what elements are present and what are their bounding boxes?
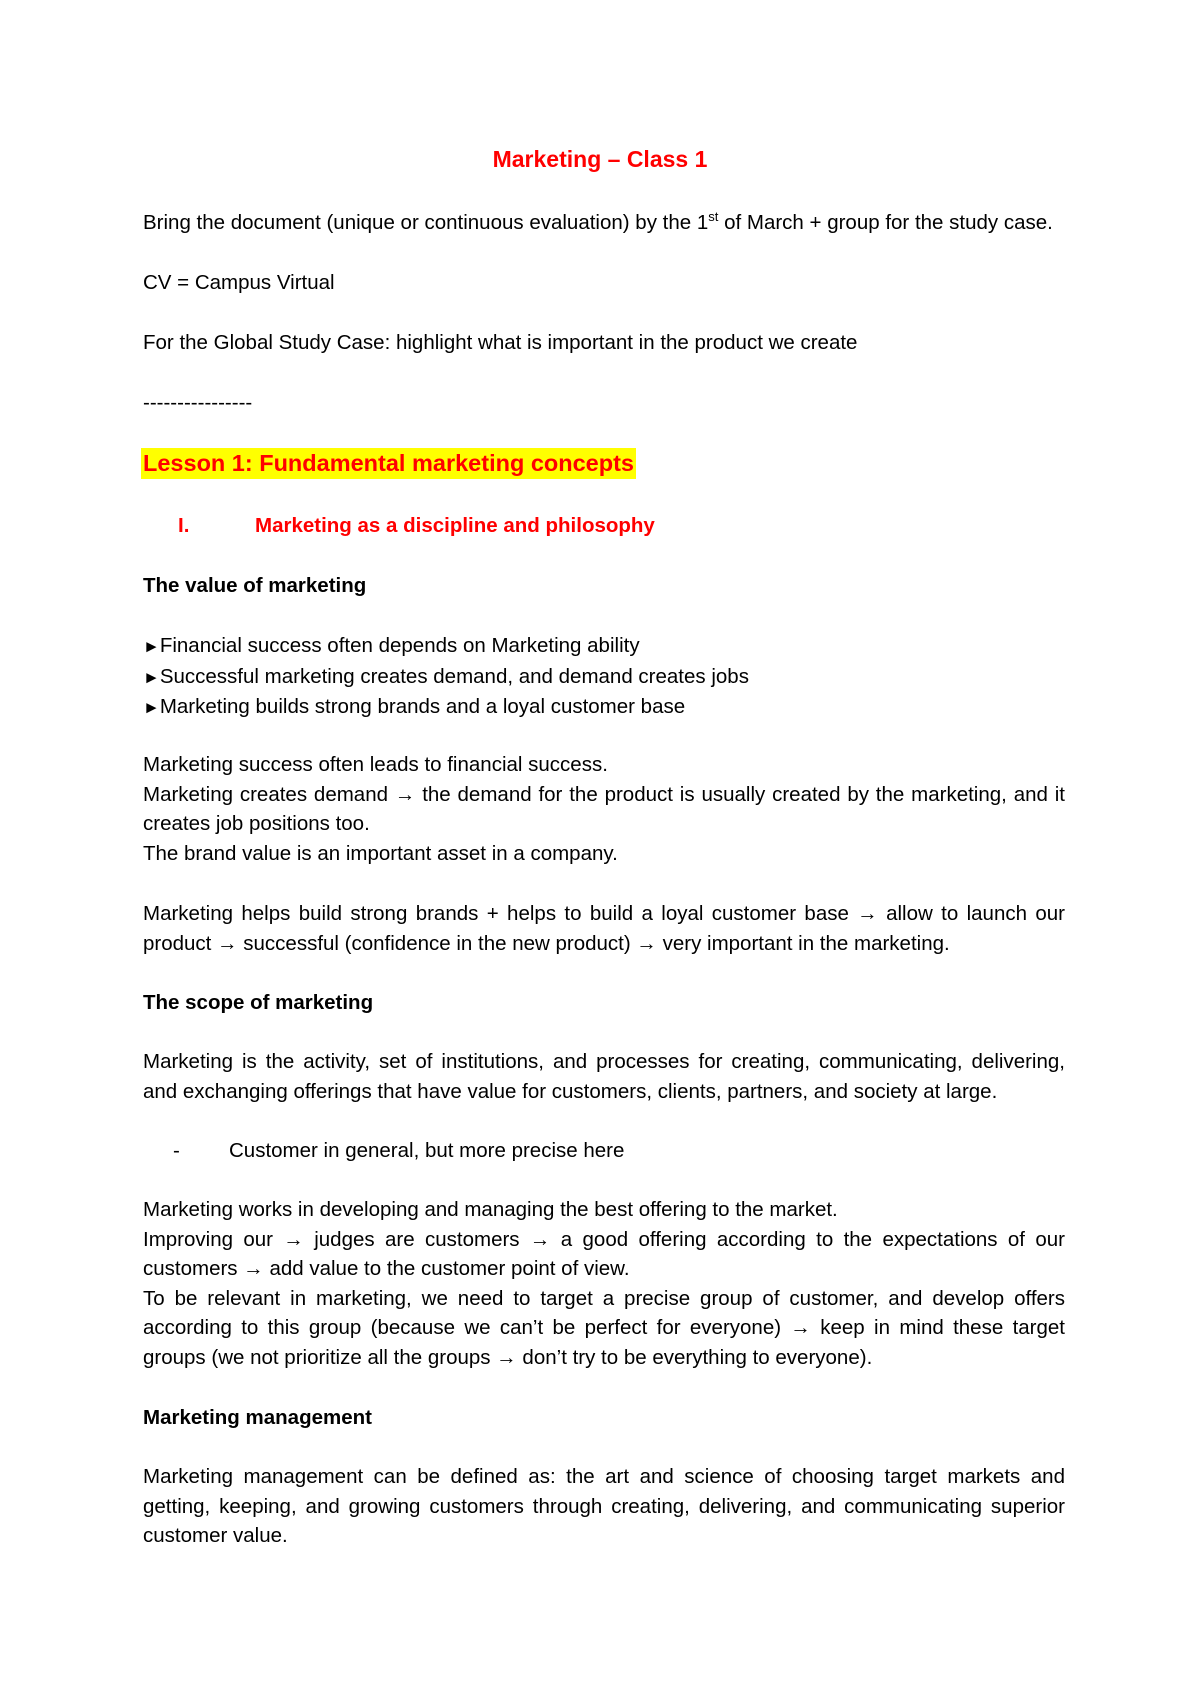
global-study-line: For the Global Study Case: highlight what is important in the product we create	[143, 331, 858, 354]
paragraph: Marketing works in developing and managing the best offering to the market.	[143, 1198, 838, 1221]
value-heading: The value of marketing	[143, 574, 367, 597]
value-bullet-list	[143, 631, 1065, 723]
dash-bullet-icon: -	[173, 1139, 180, 1162]
paragraph: Marketing creates demand → the demand for the product is usually created by the marketing, and it creates job positions too.	[143, 782, 1065, 835]
bullet-text: Marketing builds strong brands and a loyal customer base	[159, 695, 686, 718]
paragraph: Marketing success often leads to financial success.	[143, 753, 608, 776]
separator-line: ----------------	[143, 391, 253, 414]
intro-text-a: Bring the document (unique or continuous evaluation) by the 1	[143, 211, 709, 234]
scope-paragraphs	[143, 1195, 1065, 1372]
scope-heading: The scope of marketing	[143, 991, 374, 1014]
value-paragraph-4: Marketing helps build strong brands + helps to build a loyal customer base → allow to launch our product → successful (confidence in the new product) → very important in the marketing.	[143, 902, 1065, 955]
dash-item-text: Customer in general, but more precise here	[229, 1139, 625, 1162]
lesson-heading-wrap	[141, 448, 1063, 479]
cv-line: CV = Campus Virtual	[143, 271, 335, 294]
scope-dash-item	[143, 1136, 1065, 1166]
paragraph: Improving our → judges are customers → a good offering according to the expectations of our customers → add value to the customer point of view.	[143, 1227, 1065, 1280]
triangle-bullet-icon: ►	[143, 698, 160, 717]
management-definition: Marketing management can be defined as: the art and science of choosing target markets and getting, keeping, and growing customers through creating, delivering, and communicating superior customer value.	[143, 1465, 1065, 1547]
lesson-heading: Lesson 1: Fundamental marketing concepts	[141, 448, 636, 479]
paragraph: To be relevant in marketing, we need to target a precise group of customer, and develop offers according to this group (because we can’t be perfect for everyone) → keep in mind these target groups (we not prioritize all the groups → don’t try to be everything to everyone).	[143, 1286, 1065, 1369]
intro-paragraph	[143, 208, 1065, 238]
triangle-bullet-icon: ►	[143, 637, 160, 656]
paragraph: The brand value is an important asset in a company.	[143, 841, 618, 865]
section-heading	[143, 511, 1065, 541]
value-paragraphs	[143, 750, 1065, 868]
intro-superscript: st	[708, 209, 719, 225]
section-title: Marketing as a discipline and philosophy	[255, 514, 655, 537]
bullet-text: Financial success often depends on Marketing ability	[159, 634, 640, 657]
document-title: Marketing – Class 1	[492, 146, 708, 172]
bullet-text: Successful marketing creates demand, and demand creates jobs	[159, 664, 749, 688]
list-item	[143, 692, 1065, 723]
intro-text-b: of March + group for the study case.	[718, 211, 1053, 234]
section-number: I.	[178, 514, 190, 537]
scope-definition: Marketing is the activity, set of institutions, and processes for creating, communicating, delivering, and exchanging offerings that have value for customers, clients, partners, and society at large.	[143, 1050, 1065, 1103]
list-item	[143, 631, 1065, 662]
management-heading: Marketing management	[143, 1406, 372, 1429]
list-item	[143, 662, 1065, 693]
triangle-bullet-icon: ►	[143, 667, 160, 687]
